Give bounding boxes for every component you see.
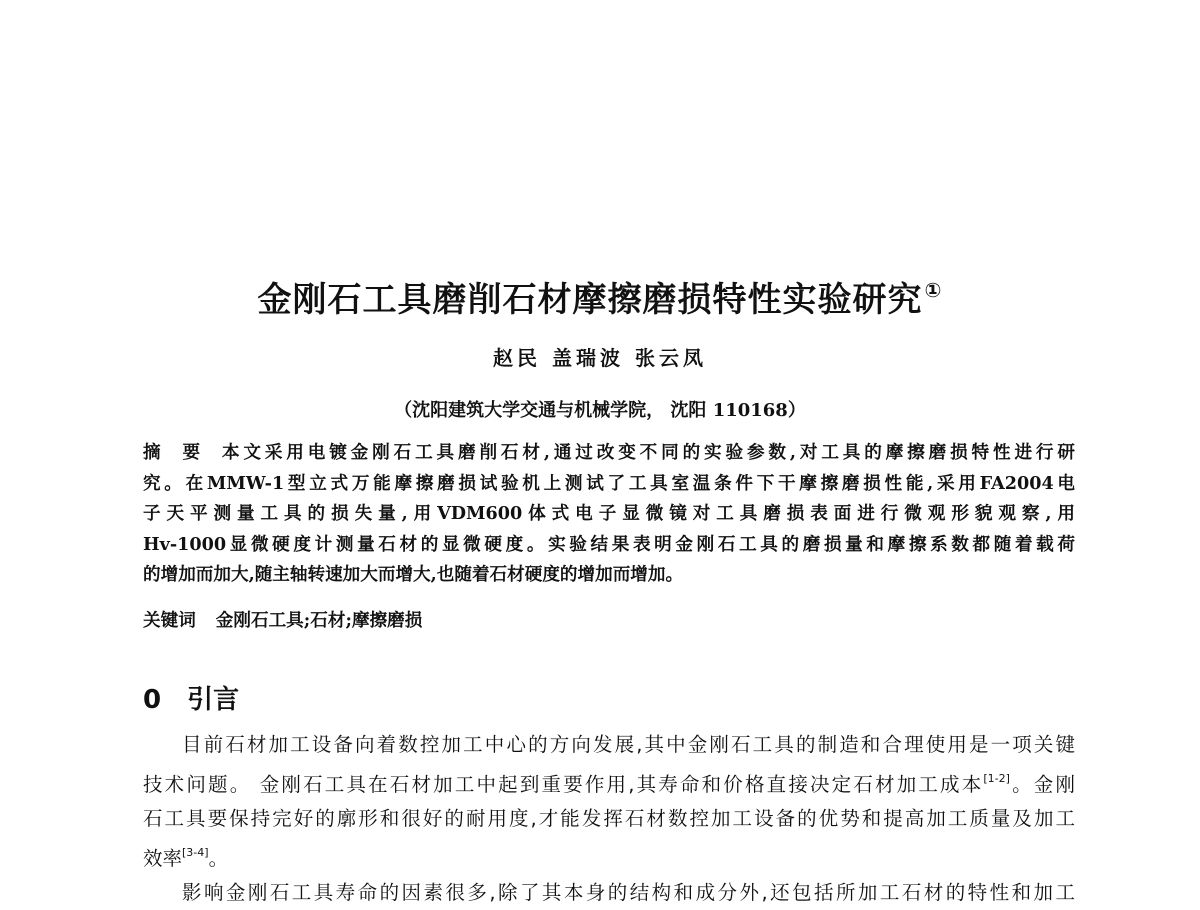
- paragraph-line: 影响金刚石工具寿命的因素很多,除了其本身的结构和成分外,还包括所加工石材的特性和加工: [182, 881, 1075, 904]
- paper-authors: 赵民 盖瑞波 张云凤: [493, 346, 707, 370]
- title-footnote-mark: ①: [924, 278, 943, 302]
- paragraph-line-text: 技术问题。 金刚石工具在石材加工中起到重要作用,其寿命和价格直接决定石材加工成本: [143, 773, 984, 796]
- section-title: 引言: [187, 685, 240, 715]
- keywords-text: 金刚石工具;石材;摩擦磨损: [215, 610, 423, 631]
- paragraph-line-text: 。金刚: [1009, 773, 1075, 796]
- citation-ref: [1-2]: [983, 772, 1010, 785]
- citation-ref: [3-4]: [182, 846, 209, 859]
- abstract-line: [143, 438, 1075, 469]
- paragraph-line: [143, 836, 1075, 876]
- abstract-line: 究。在MMW-1型立式万能摩擦磨损试验机上测试了工具室温条件下干摩擦磨损性能,采用FA2004电: [143, 472, 1075, 494]
- keywords-block: [143, 606, 422, 636]
- body-text: [143, 728, 1075, 910]
- paragraph-line: 目前石材加工设备向着数控加工中心的方向发展,其中金刚石工具的制造和合理使用是一项关键: [182, 733, 1075, 756]
- paragraph: [143, 876, 1075, 910]
- abstract-block: [143, 438, 1075, 591]
- abstract-line: Hv-1000显微硬度计测量石材的显微硬度。实验结果表明金刚石工具的磨损量和摩擦系数都随着载荷: [143, 533, 1075, 555]
- paragraph-line-text: 。: [208, 847, 229, 870]
- paragraph-line: 石工具要保持完好的廓形和很好的耐用度,才能发挥石材数控加工设备的优势和提高加工质量及加工: [143, 807, 1075, 830]
- paragraph: [143, 728, 1075, 876]
- abstract-line: 子天平测量工具的损失量,用VDM600体式电子显微镜对工具磨损表面进行微观形貌观察,用: [143, 503, 1075, 524]
- section-number: 0: [143, 685, 162, 715]
- abstract-label: 摘 要: [143, 443, 208, 463]
- paper-title: [0, 268, 1200, 322]
- keywords-label: 关键词: [143, 611, 196, 631]
- abstract-line-text: 本文采用电镀金刚石工具磨削石材,通过改变不同的实验参数,对工具的摩擦磨损特性进行研: [221, 442, 1075, 463]
- abstract-line: 的增加而加大,随主轴转速加大而增大,也随着石材硬度的增加而增加。: [143, 564, 684, 585]
- paper-title-text: 金刚石工具磨削石材摩擦磨损特性实验研究: [257, 280, 923, 320]
- paragraph-line-text: 效率: [143, 847, 183, 870]
- paper-affiliation: （沈阳建筑大学交通与机械学院， 沈阳 110168）: [394, 400, 806, 421]
- section-heading: [143, 682, 239, 718]
- paragraph-line: [143, 762, 1075, 802]
